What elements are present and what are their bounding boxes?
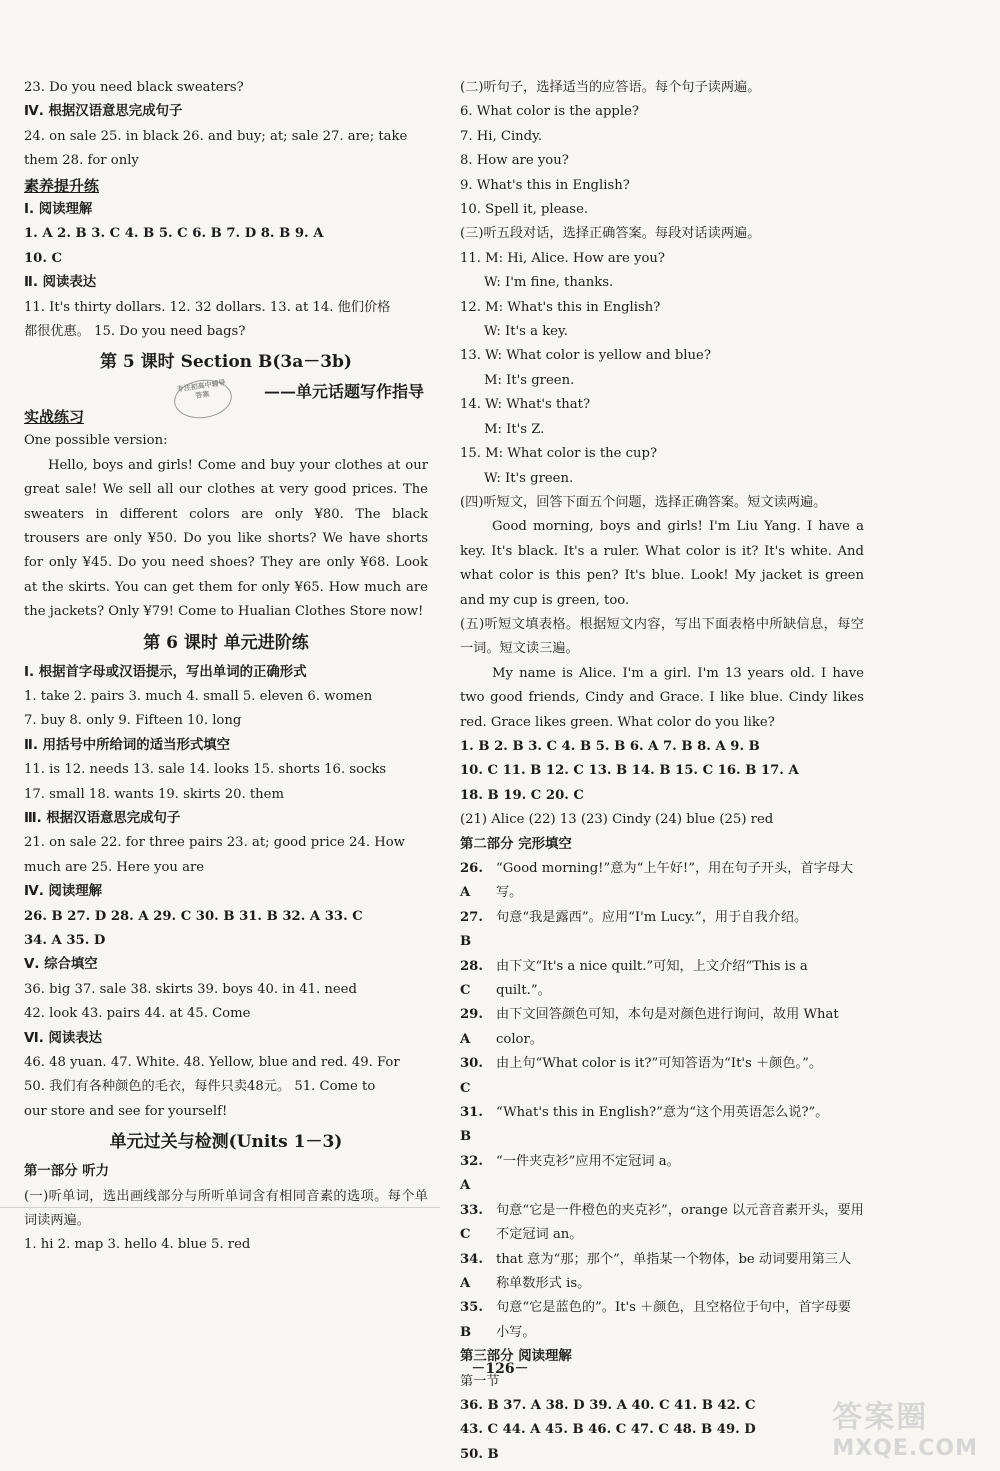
answer-key: 26. A: [460, 861, 483, 901]
script-line: 7. Hi, Cindy.: [460, 128, 543, 144]
answer-line: 1. take 2. pairs 3. much 4. small 5. eleven 6. women: [24, 688, 373, 704]
answer-line: 11. is 12. needs 13. sale 14. looks 15. shorts 16. socks: [24, 762, 387, 778]
cloze-answer: [460, 1101, 864, 1150]
answer-line: 36. B 37. A 38. D 39. A 40. C 41. B 42. C: [460, 1397, 756, 1413]
cloze-answer: [460, 1296, 864, 1345]
left-column: [24, 76, 428, 1258]
script-line: 8. How are you?: [460, 153, 569, 169]
essay-intro: One possible version:: [24, 433, 168, 449]
answer-explanation: “Good morning!”意为“上午好!”，用在句子开头，首字母大写。: [496, 861, 854, 901]
answer-line: our store and see for yourself!: [24, 1103, 228, 1119]
watermark-url: MXQE.COM: [832, 1436, 978, 1461]
script-line: M: It's Z.: [484, 421, 545, 437]
script-line: 9. What's this in English?: [460, 177, 630, 193]
answer-key: 35. B: [460, 1300, 483, 1340]
instruction-line: (二)听句子，选择适当的应答语。每个句子读两遍。: [460, 80, 761, 95]
cloze-answer: [460, 906, 864, 955]
section-heading: Ⅱ. 阅读表达: [24, 275, 97, 291]
answer-line: 24. on sale 25. in black 26. and buy; at; sale 27. are; take: [24, 128, 408, 144]
unit-test-title: 单元过关与检测(Units 1－3): [109, 1132, 343, 1153]
part-heading: 第三部分 阅读理解: [460, 1349, 572, 1365]
answer-key: 28. C: [460, 958, 483, 999]
answer-line: (21) Alice (22) 13 (23) Cindy (24) blue (25) red: [460, 812, 774, 828]
watermark-text: 答案圈: [832, 1400, 929, 1435]
section-heading: Ⅳ. 阅读理解: [24, 884, 103, 900]
instruction-line: (四)听短文，回答下面五个问题，选择正确答案。短文读两遍。: [460, 494, 827, 510]
lesson-5-subtitle: [24, 380, 428, 404]
cloze-answer: [460, 857, 864, 906]
script-line: W: I'm fine, thanks.: [484, 275, 614, 291]
answer-explanation: 句意“我是露西”。应用“I'm Lucy.”，用于自我介绍。: [496, 909, 808, 925]
part-heading: 第二部分 完形填空: [460, 836, 572, 852]
answer-explanation: 句意“它是蓝色的”。It's ＋颜色，且空格位于句中，首字母要小写。: [496, 1300, 852, 1340]
answer-key: 34. A: [460, 1251, 483, 1291]
section-heading: Ⅴ. 综合填空: [24, 957, 98, 973]
script-line: 11. M: Hi, Alice. How are you?: [460, 250, 665, 266]
answer-key: 27. B: [460, 909, 483, 950]
stamp-seal: 专注初高中辅导 答案: [172, 377, 235, 423]
lesson-5-subtitle-text: ——单元话题写作指导: [263, 382, 424, 402]
answer-line: 50. B: [460, 1446, 499, 1462]
script-line: 13. W: What color is yellow and blue?: [460, 348, 711, 364]
script-line: M: It's green.: [484, 372, 575, 388]
answer-line: 18. B 19. C 20. C: [460, 787, 584, 803]
answer-explanation: “一件夹克衫”应用不定冠词 a。: [496, 1153, 680, 1169]
answer-explanation: 句意“它是一件橙色的夹克衫”，orange 以元音音素开头，要用不定冠词 an。: [496, 1202, 864, 1243]
cloze-answer: [460, 1150, 864, 1199]
answer-line: them 28. for only: [24, 153, 139, 169]
script-line: 15. M: What color is the cup?: [460, 446, 658, 462]
section-banner: 素养提升练: [24, 176, 100, 195]
script-line: W: It's a key.: [484, 324, 568, 340]
cloze-answer: [460, 1003, 864, 1052]
answer-line: 36. big 37. sale 38. skirts 39. boys 40. in 41. need: [24, 981, 357, 997]
answer-line: 7. buy 8. only 9. Fifteen 10. long: [24, 713, 242, 729]
answer-explanation: “What's this in English?”意为“这个用英语怎么说?”。: [496, 1105, 829, 1121]
section-banner: 实战练习: [24, 407, 85, 426]
page-number: －126－: [471, 1361, 529, 1377]
answer-line: 50. 我们有各种颜色的毛衣，每件只卖48元。 51. Come to: [24, 1079, 376, 1095]
script-line: 14. W: What's that?: [460, 397, 591, 413]
instruction-line: (一)听单词，选出画线部分与所听单词含有相同音素的选项。每个单词读两遍。: [24, 1188, 428, 1229]
answer-line: 11. It's thirty dollars. 12. 32 dollars. 13. at 14. 他们价格: [24, 299, 391, 315]
section-heading: Ⅰ. 阅读理解: [24, 202, 93, 218]
section-heading: Ⅳ. 根据汉语意思完成句子: [24, 104, 183, 120]
answer-line: 26. B 27. D 28. A 29. C 30. B 31. B 32. A 33. C: [24, 908, 363, 924]
instruction-line: (五)听短文填表格。根据短文内容，写出下面表格中所缺信息，每空一词。短文读三遍。: [460, 616, 864, 657]
listening-passage: My name is Alice. I'm a girl. I'm 13 years old. I have two good friends, Cindy and Grace. I like blue. Cindy likes red. Grace likes green. What color do you like?: [460, 665, 864, 730]
sample-essay: Hello, boys and girls! Come and buy your clothes at our great sale! We sell all our clothes at very good prices. The sweaters in different colors are only ¥80. The black trousers are only ¥50. Do you like shorts? We have shorts for only ¥45. Do you need shoes? They are only ¥68. Look at the skirts. You can get them for only ¥65. How much are the jackets? Only ¥79! Come to Hualian Clothes Store now!: [24, 457, 428, 620]
cloze-answer: [460, 1052, 864, 1101]
answer-line: 1. A 2. B 3. C 4. B 5. C 6. B 7. D 8. B 9. A: [24, 226, 324, 242]
answer-line: 34. A 35. D: [24, 933, 106, 948]
script-line: 12. M: What's this in English?: [460, 299, 661, 315]
section-heading: Ⅰ. 根据首字母或汉语提示，写出单词的正确形式: [24, 664, 307, 680]
answer-explanation: 由下文回答颜色可知，本句是对颜色进行询问，故用 What color。: [496, 1007, 839, 1047]
listening-passage: Good morning, boys and girls! I'm Liu Yang. I have a key. It's black. It's a ruler. What color is it? It's white. And what color is this pen? It's blue. Look! My jacket is green and my cup is green, too.: [460, 519, 864, 608]
answer-line: 42. look 43. pairs 44. at 45. Come: [24, 1006, 251, 1022]
subsection-heading: 第一节: [460, 1373, 500, 1389]
script-line: 6. What color is the apple?: [460, 104, 639, 120]
part-heading: 第一部分 听力: [24, 1164, 110, 1180]
watermark-logo: [832, 1392, 978, 1461]
answer-key: 32. A: [460, 1153, 483, 1194]
answer-explanation: 由下文“It's a nice quilt.”可知，上文介绍“This is a quilt.”。: [496, 958, 808, 999]
answer-line: 1. B 2. B 3. C 4. B 5. B 6. A 7. B 8. A 9. B: [460, 738, 760, 754]
section-heading: Ⅵ. 阅读表达: [24, 1030, 103, 1046]
cloze-answer: [460, 955, 864, 1004]
answer-key: 30. C: [460, 1056, 483, 1096]
answer-line: 都很优惠。 15. Do you need bags?: [24, 324, 246, 340]
script-line: 10. Spell it, please.: [460, 202, 589, 218]
answer-key: 31. B: [460, 1105, 483, 1145]
right-column: [460, 76, 864, 1467]
answer-key: 29. A: [460, 1007, 483, 1047]
answer-explanation: that 意为“那；那个”，单指某一个物体，be 动词要用第三人称单数形式 is。: [496, 1251, 852, 1291]
instruction-line: (三)听五段对话，选择正确答案。每段对话读两遍。: [460, 226, 761, 242]
answer-line: 43. C 44. A 45. B 46. C 47. C 48. B 49. D: [460, 1422, 756, 1438]
answer-key: 33. C: [460, 1202, 483, 1243]
script-line: W: It's green.: [484, 470, 574, 486]
section-heading: Ⅱ. 用括号中所给词的适当形式填空: [24, 737, 231, 753]
lesson-5-title: 第 5 课时 Section B(3a－3b): [100, 352, 352, 373]
answer-line: 46. 48 yuan. 47. White. 48. Yellow, blue and red. 49. For: [24, 1055, 400, 1071]
answer-line: 1. hi 2. map 3. hello 4. blue 5. red: [24, 1237, 251, 1253]
cloze-answer: [460, 1248, 864, 1297]
lesson-6-title: 第 6 课时 单元进阶练: [143, 632, 309, 653]
answer-explanation: 由上句“What color is it?”可知答语为“It's ＋颜色。”。: [496, 1056, 823, 1072]
cloze-answer: [460, 1199, 864, 1248]
answer-line: much are 25. Here you are: [24, 859, 205, 875]
answer-line: 17. small 18. wants 19. skirts 20. them: [24, 786, 284, 802]
answer-line: 21. on sale 22. for three pairs 23. at; good price 24. How: [24, 835, 405, 851]
answer-line: 10. C: [24, 250, 63, 266]
answer-line: 23. Do you need black sweaters?: [24, 80, 244, 95]
answer-line: 10. C 11. B 12. C 13. B 14. B 15. C 16. B 17. A: [460, 763, 799, 779]
section-heading: Ⅲ. 根据汉语意思完成句子: [24, 810, 181, 826]
